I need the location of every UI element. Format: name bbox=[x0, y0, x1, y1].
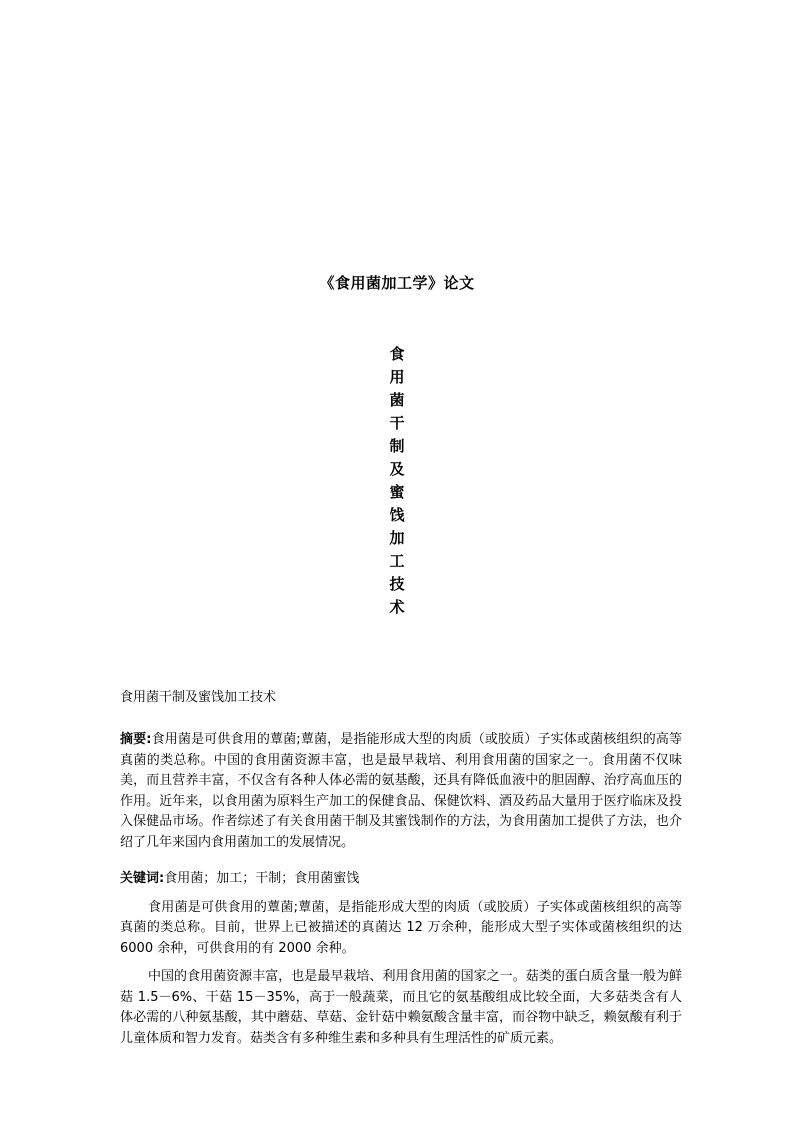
vertical-title-char: 加 bbox=[389, 529, 405, 547]
vertical-title-char: 饯 bbox=[389, 506, 405, 524]
vertical-title-char: 蜜 bbox=[389, 483, 405, 501]
body-paragraph: 中国的食用菌资源丰富，也是最早栽培、利用食用菌的国家之一。菇类的蛋白质含量一般为鲜菇 1.5－6%、干菇 15－35%，高于一般蔬菜，而且它的氨基酸组成比较全面，大多菇类含有人体必需的八种氨基酸，其中蘑菇、草菇、金针菇中赖氨酸含量丰富，而谷物中缺乏，赖氨酸有利于儿童体质和智力发育。菇类含有多种维生素和多种具有生理活性的矿质元素。 bbox=[120, 969, 682, 1046]
vertical-title-char: 技 bbox=[389, 575, 405, 593]
vertical-title-char: 制 bbox=[389, 437, 405, 455]
vertical-title-char: 术 bbox=[389, 598, 405, 616]
vertical-title-char: 工 bbox=[389, 552, 405, 570]
keywords-line bbox=[120, 869, 682, 890]
abstract-label: 摘要: bbox=[120, 732, 152, 747]
vertical-title-char: 干 bbox=[389, 414, 405, 432]
vertical-title-char: 菌 bbox=[389, 391, 405, 409]
vertical-title-char: 食 bbox=[389, 345, 405, 363]
vertical-title bbox=[385, 343, 409, 619]
keywords-label: 关键词: bbox=[120, 871, 165, 886]
document-body bbox=[120, 688, 682, 1049]
vertical-title-char: 及 bbox=[389, 460, 405, 478]
section-subheading: 食用菌干制及蜜饯加工技术 bbox=[120, 690, 277, 705]
abstract-text: 食用菌是可供食用的蕈菌;蕈菌，是指能形成大型的肉质（或胶质）子实体或菌核组织的高等真菌的类总称。中国的食用菌资源丰富，也是最早栽培、利用食用菌的国家之一。食用菌不仅味美，而且营养丰富，不仅含有各种人体必需的氨基酸，还具有降低血液中的胆固醇、治疗高血压的作用。近年来，以食用菌为原料生产加工的保健食品、保健饮料、酒及药品大量用于医疗临床及投入保健品市场。作者综述了有关食用菌干制及其蜜饯制作的方法，为食用菌加工提供了方法，也介绍了几年来国内食用菌加工的发展情况。 bbox=[120, 732, 682, 850]
document-title: 《食用菌加工学》论文 bbox=[319, 274, 475, 292]
body-paragraph: 食用菌是可供食用的蕈菌;蕈菌，是指能形成大型的肉质（或胶质）子实体或菌核组织的高等真菌的类总称。目前，世界上已被描述的真菌达 12 万余种，能形成大型子实体或菌核组织的达 6000 余种，可供食用的有 2000 余种。 bbox=[120, 899, 682, 956]
abstract-paragraph bbox=[120, 730, 682, 853]
vertical-title-char: 用 bbox=[389, 368, 405, 386]
keywords-text: 食用菌；加工；干制；食用菌蜜饯 bbox=[164, 871, 360, 886]
